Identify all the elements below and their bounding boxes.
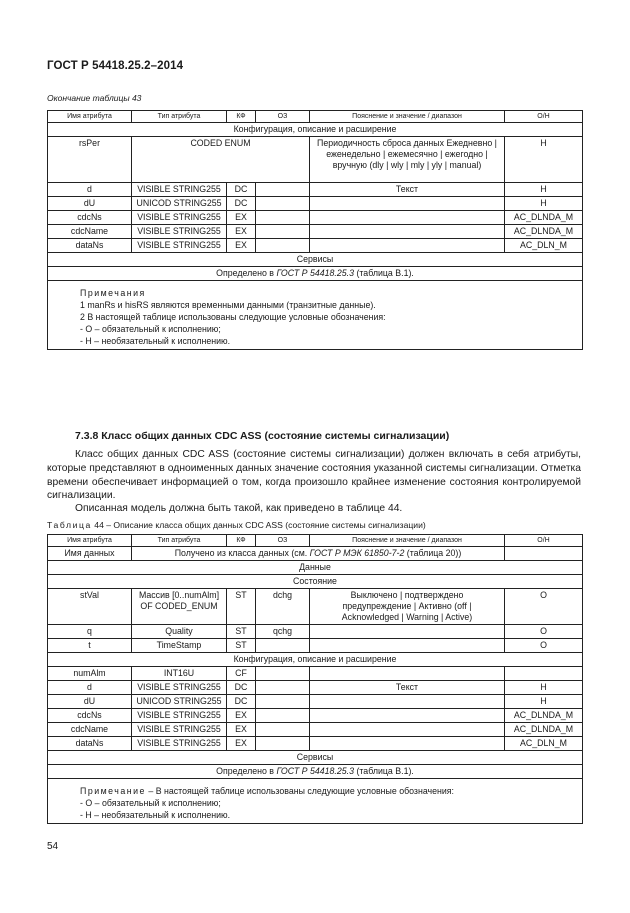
attr-name: numAlm (48, 667, 132, 681)
table43-col-desc: Пояснение и значение / диапазон (310, 111, 505, 123)
attr-name: dataNs (48, 239, 132, 253)
attr-desc (310, 723, 505, 737)
table44-notes-row (48, 779, 583, 824)
services-ref: ГОСТ Р 54418.25.3 (276, 766, 354, 776)
attr-on: H (505, 681, 583, 695)
attr-on: AC_DLNDA_M (505, 723, 583, 737)
attr-name: d (48, 681, 132, 695)
note-line: 1 manRs и hisRS являются временными данными (транзитные данные). (80, 300, 376, 310)
table44-section-services (48, 751, 583, 765)
attr-type: VISIBLE STRING255 (132, 183, 227, 197)
attr-name: d (48, 183, 132, 197)
attr-on: H (505, 695, 583, 709)
section-title: Состояние (48, 575, 583, 589)
attr-name: q (48, 625, 132, 639)
attr-on: O (505, 625, 583, 639)
table43-col-kf: КФ (227, 111, 256, 123)
attr-oz (256, 695, 310, 709)
services-prefix: Определено в (216, 268, 277, 278)
attr-oz (256, 667, 310, 681)
attr-kf: EX (227, 225, 256, 239)
attr-name: dU (48, 695, 132, 709)
table-row (48, 211, 583, 225)
attr-name: dU (48, 197, 132, 211)
attr-name: dataNs (48, 737, 132, 751)
attr-oz (256, 211, 310, 225)
table43-col-on: О/Н (505, 111, 583, 123)
inherit-on (505, 547, 583, 561)
table44-services-row (48, 765, 583, 779)
table43-col-oz: ОЗ (256, 111, 310, 123)
table-row (48, 589, 583, 625)
attr-kf: ST (227, 625, 256, 639)
table44-caption-label: Таблица (47, 520, 92, 530)
attr-desc (310, 639, 505, 653)
attr-kf: DC (227, 197, 256, 211)
note-line: 2 В настоящей таблице использованы следующие условные обозначения: (80, 312, 386, 322)
attr-kf: EX (227, 211, 256, 225)
table43-col-name: Имя атрибута (48, 111, 132, 123)
table43-section-config (48, 123, 583, 137)
attr-desc (310, 737, 505, 751)
attr-type: VISIBLE STRING255 (132, 737, 227, 751)
attr-on: AC_DLN_M (505, 239, 583, 253)
note-line: - Н – необязательный к исполнению. (80, 810, 231, 820)
attr-oz (256, 239, 310, 253)
attr-on: H (505, 137, 583, 183)
table43-notes-row (48, 281, 583, 350)
inherit-name: Имя данных (48, 547, 132, 561)
attr-oz (256, 225, 310, 239)
attr-type: VISIBLE STRING255 (132, 709, 227, 723)
attr-oz (256, 681, 310, 695)
attr-kf: ST (227, 589, 256, 625)
table44-col-type: Тип атрибута (132, 535, 227, 547)
table44-inherit-row (48, 547, 583, 561)
table44-col-name: Имя атрибута (48, 535, 132, 547)
inherit-definition (132, 547, 505, 561)
attr-oz: qchg (256, 625, 310, 639)
table-row (48, 737, 583, 751)
table-row (48, 667, 583, 681)
notes-cell (48, 281, 583, 350)
table43-continuation-label: Окончание таблицы 43 (47, 93, 142, 103)
attr-on: AC_DLNDA_M (505, 709, 583, 723)
attr-name: cdcNs (48, 211, 132, 225)
services-suffix: (таблица В.1). (354, 766, 414, 776)
inherit-ref: ГОСТ Р МЭК 61850-7-2 (309, 548, 405, 558)
table44-section-state (48, 575, 583, 589)
note-line: - О – обязательный к исполнению; (80, 324, 221, 334)
table-row (48, 639, 583, 653)
table43-col-type: Тип атрибута (132, 111, 227, 123)
attr-type: VISIBLE STRING255 (132, 239, 227, 253)
page-number: 54 (47, 841, 59, 852)
attr-desc (310, 197, 505, 211)
table44-col-desc: Пояснение и значение / диапазон (310, 535, 505, 547)
table44-col-oz: ОЗ (256, 535, 310, 547)
table43-header-row (48, 111, 583, 123)
attr-on: O (505, 639, 583, 653)
attr-on: H (505, 183, 583, 197)
attr-oz (256, 709, 310, 723)
attr-name: cdcName (48, 225, 132, 239)
attr-type: VISIBLE STRING255 (132, 225, 227, 239)
services-definition (48, 765, 583, 779)
attr-kf: DC (227, 695, 256, 709)
table-row (48, 695, 583, 709)
table-43 (47, 110, 583, 350)
attr-on (505, 667, 583, 681)
table-row (48, 137, 583, 183)
attr-oz (256, 197, 310, 211)
table44-caption-text: 44 – Описание класса общих данных CDC ASS (состояние системы сигнализации) (91, 520, 426, 530)
attr-on: AC_DLNDA_M (505, 225, 583, 239)
attr-type: INT16U (132, 667, 227, 681)
attr-name: stVal (48, 589, 132, 625)
section-paragraph-2: Описанная модель должна быть такой, как приведено в таблице 44. (75, 503, 403, 514)
attr-type: VISIBLE STRING255 (132, 211, 227, 225)
section-title: Данные (48, 561, 583, 575)
table-row (48, 681, 583, 695)
section-title: Сервисы (48, 751, 583, 765)
attr-type: VISIBLE STRING255 (132, 681, 227, 695)
table-row (48, 225, 583, 239)
attr-desc (310, 695, 505, 709)
notes-cell (48, 779, 583, 824)
table-row (48, 183, 583, 197)
services-definition (48, 267, 583, 281)
section-title: Сервисы (48, 253, 583, 267)
attr-desc (310, 667, 505, 681)
attr-type: CODED ENUM (132, 137, 310, 183)
attr-kf: EX (227, 239, 256, 253)
attr-oz (256, 639, 310, 653)
note-heading-line (80, 785, 550, 797)
table43-section-services (48, 253, 583, 267)
attr-type: Массив [0..numAlm] OF CODED_ENUM (132, 589, 227, 625)
attr-kf: EX (227, 723, 256, 737)
table-row (48, 239, 583, 253)
attr-name: cdcNs (48, 709, 132, 723)
table-row (48, 723, 583, 737)
attr-name: t (48, 639, 132, 653)
attr-desc (310, 625, 505, 639)
table44-col-kf: КФ (227, 535, 256, 547)
table-row (48, 197, 583, 211)
table44-section-data (48, 561, 583, 575)
attr-desc: Текст (310, 681, 505, 695)
attr-desc: Периодичность сброса данных Ежедневно | еженедельно | ежемесячно | ежегодно | вручную (dly | wly | mly | yly | manual) (310, 137, 505, 183)
attr-type: UNICOD STRING255 (132, 197, 227, 211)
attr-kf: DC (227, 183, 256, 197)
table-44 (47, 534, 583, 824)
attr-kf: EX (227, 709, 256, 723)
notes-intro: – В настоящей таблице использованы следующие условные обозначения: (145, 786, 454, 796)
attr-type: VISIBLE STRING255 (132, 723, 227, 737)
table43-services-row (48, 267, 583, 281)
attr-kf: EX (227, 737, 256, 751)
services-prefix: Определено в (216, 766, 277, 776)
attr-desc (310, 211, 505, 225)
section-title: Конфигурация, описание и расширение (48, 123, 583, 137)
services-ref: ГОСТ Р 54418.25.3 (276, 268, 354, 278)
notes-title: Примечания (80, 288, 146, 298)
attr-oz (256, 183, 310, 197)
table-row (48, 709, 583, 723)
attr-kf: CF (227, 667, 256, 681)
table44-col-on: О/Н (505, 535, 583, 547)
attr-type: UNICOD STRING255 (132, 695, 227, 709)
attr-kf: ST (227, 639, 256, 653)
attr-oz: dchg (256, 589, 310, 625)
attr-desc (310, 709, 505, 723)
table44-caption (47, 520, 426, 530)
attr-oz (256, 723, 310, 737)
inherit-suffix: (таблица 20)) (404, 548, 462, 558)
attr-desc: Выключено | подтверждено предупреждение | Активно (off | Acknowledged | Warning | Active) (310, 589, 505, 625)
section-paragraph-1: Класс общих данных CDC ASS (состояние системы сигнализации) должен включать в себя атрибуты, которые представляют в одноименных данных значение состояния указанной системы сигнализации. Отметка времени обеспечивает информацией о том, когда произошло крайнее изменение состояния контролируемой сигнализации. (47, 449, 581, 502)
notes-title: Примечание (80, 786, 146, 796)
note-line: - О – обязательный к исполнению; (80, 798, 221, 808)
table-row (48, 625, 583, 639)
attr-on: H (505, 197, 583, 211)
attr-name: rsPer (48, 137, 132, 183)
table44-header-row (48, 535, 583, 547)
section-heading: 7.3.8 Класс общих данных CDC ASS (состояние системы сигнализации) (75, 430, 450, 442)
table44-section-config (48, 653, 583, 667)
attr-type: TimeStamp (132, 639, 227, 653)
attr-on: AC_DLNDA_M (505, 211, 583, 225)
attr-desc (310, 239, 505, 253)
document-header: ГОСТ Р 54418.25.2–2014 (47, 60, 184, 72)
attr-type: Quality (132, 625, 227, 639)
section-title: Конфигурация, описание и расширение (48, 653, 583, 667)
inherit-prefix: Получено из класса данных (см. (174, 548, 310, 558)
attr-name: cdcName (48, 723, 132, 737)
note-line: - Н – необязательный к исполнению. (80, 336, 231, 346)
attr-desc (310, 225, 505, 239)
services-suffix: (таблица В.1). (354, 268, 414, 278)
attr-on: AC_DLN_M (505, 737, 583, 751)
attr-kf: DC (227, 681, 256, 695)
attr-on: O (505, 589, 583, 625)
attr-desc: Текст (310, 183, 505, 197)
attr-oz (256, 737, 310, 751)
